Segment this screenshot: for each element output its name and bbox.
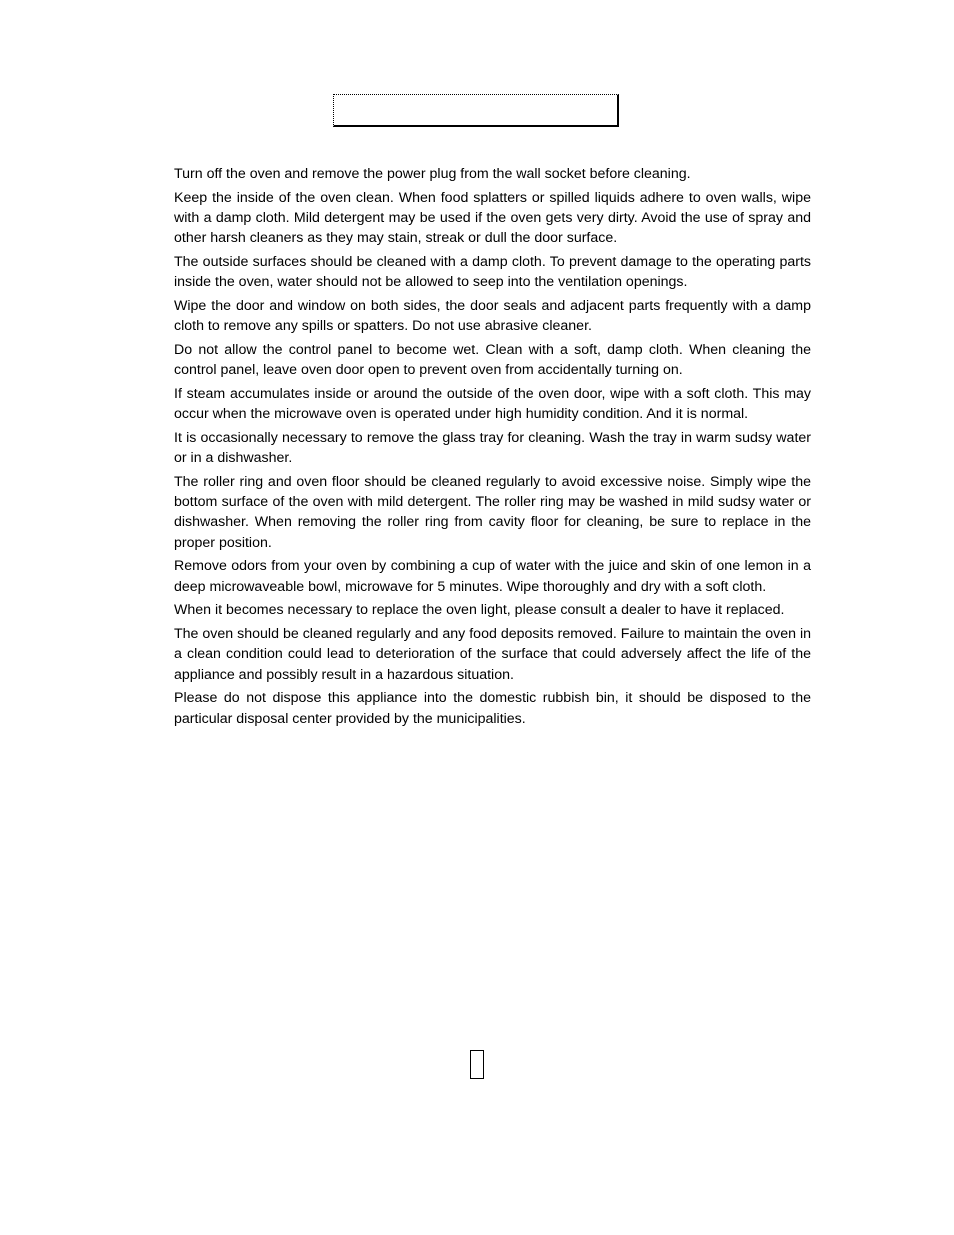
cleaning-instructions [174, 164, 811, 732]
paragraph-outside-surfaces: The outside surfaces should be cleaned with a damp cloth. To prevent damage to the operating parts inside the oven, water should not be allowed to seep into the ventilation openings. [174, 254, 811, 291]
paragraph-disposal: Please do not dispose this appliance into the domestic rubbish bin, it should be disposed to the particular disposal center provided by the municipalities. [174, 690, 811, 727]
paragraph-control-panel: Do not allow the control panel to become wet. Clean with a soft, damp cloth. When cleaning the control panel, leave oven door open to prevent oven from accidentally turning on. [174, 342, 811, 379]
paragraph-inside-clean: Keep the inside of the oven clean. When food splatters or spilled liquids adhere to oven walls, wipe with a damp cloth. Mild detergent may be used if the oven gets very dirty. Avoid the use of spray and other harsh cleaners as they may stain, streak or dull the door surface. [174, 189, 811, 247]
paragraph-oven-light: When it becomes necessary to replace the oven light, please consult a dealer to have it replaced. [174, 602, 785, 619]
paragraph-power-off: Turn off the oven and remove the power plug from the wall socket before cleaning. [174, 166, 691, 182]
section-title-box [333, 94, 619, 127]
paragraph-glass-tray: It is occasionally necessary to remove the glass tray for cleaning. Wash the tray in warm sudsy water or in a dishwasher. [174, 430, 811, 467]
paragraph-door-window: Wipe the door and window on both sides, the door seals and adjacent parts frequently with a damp cloth to remove any spills or spatters. Do not use abrasive cleaner. [174, 298, 811, 335]
paragraph-steam: If steam accumulates inside or around the outside of the oven door, wipe with a soft cloth. This may occur when the microwave oven is operated under high humidity condition. And it is normal. [174, 386, 811, 423]
paragraph-regular-cleaning: The oven should be cleaned regularly and any food deposits removed. Failure to maintain the oven in a clean condition could lead to deterioration of the surface that could adversely affect the life of the appliance and possibly result in a hazardous situation. [174, 626, 811, 683]
paragraph-odors: Remove odors from your oven by combining a cup of water with the juice and skin of one lemon in a deep microwaveable bowl, microwave for 5 minutes. Wipe thoroughly and dry with a soft cloth. [174, 558, 811, 595]
paragraph-roller-ring: The roller ring and oven floor should be cleaned regularly to avoid excessive noise. Simply wipe the bottom surface of the oven with mild detergent. The roller ring may be washed in mild sudsy water or dishwasher. When removing the roller ring from cavity floor for cleaning, be sure to replace in the proper position. [174, 474, 811, 551]
page-number-placeholder-icon [470, 1050, 484, 1079]
